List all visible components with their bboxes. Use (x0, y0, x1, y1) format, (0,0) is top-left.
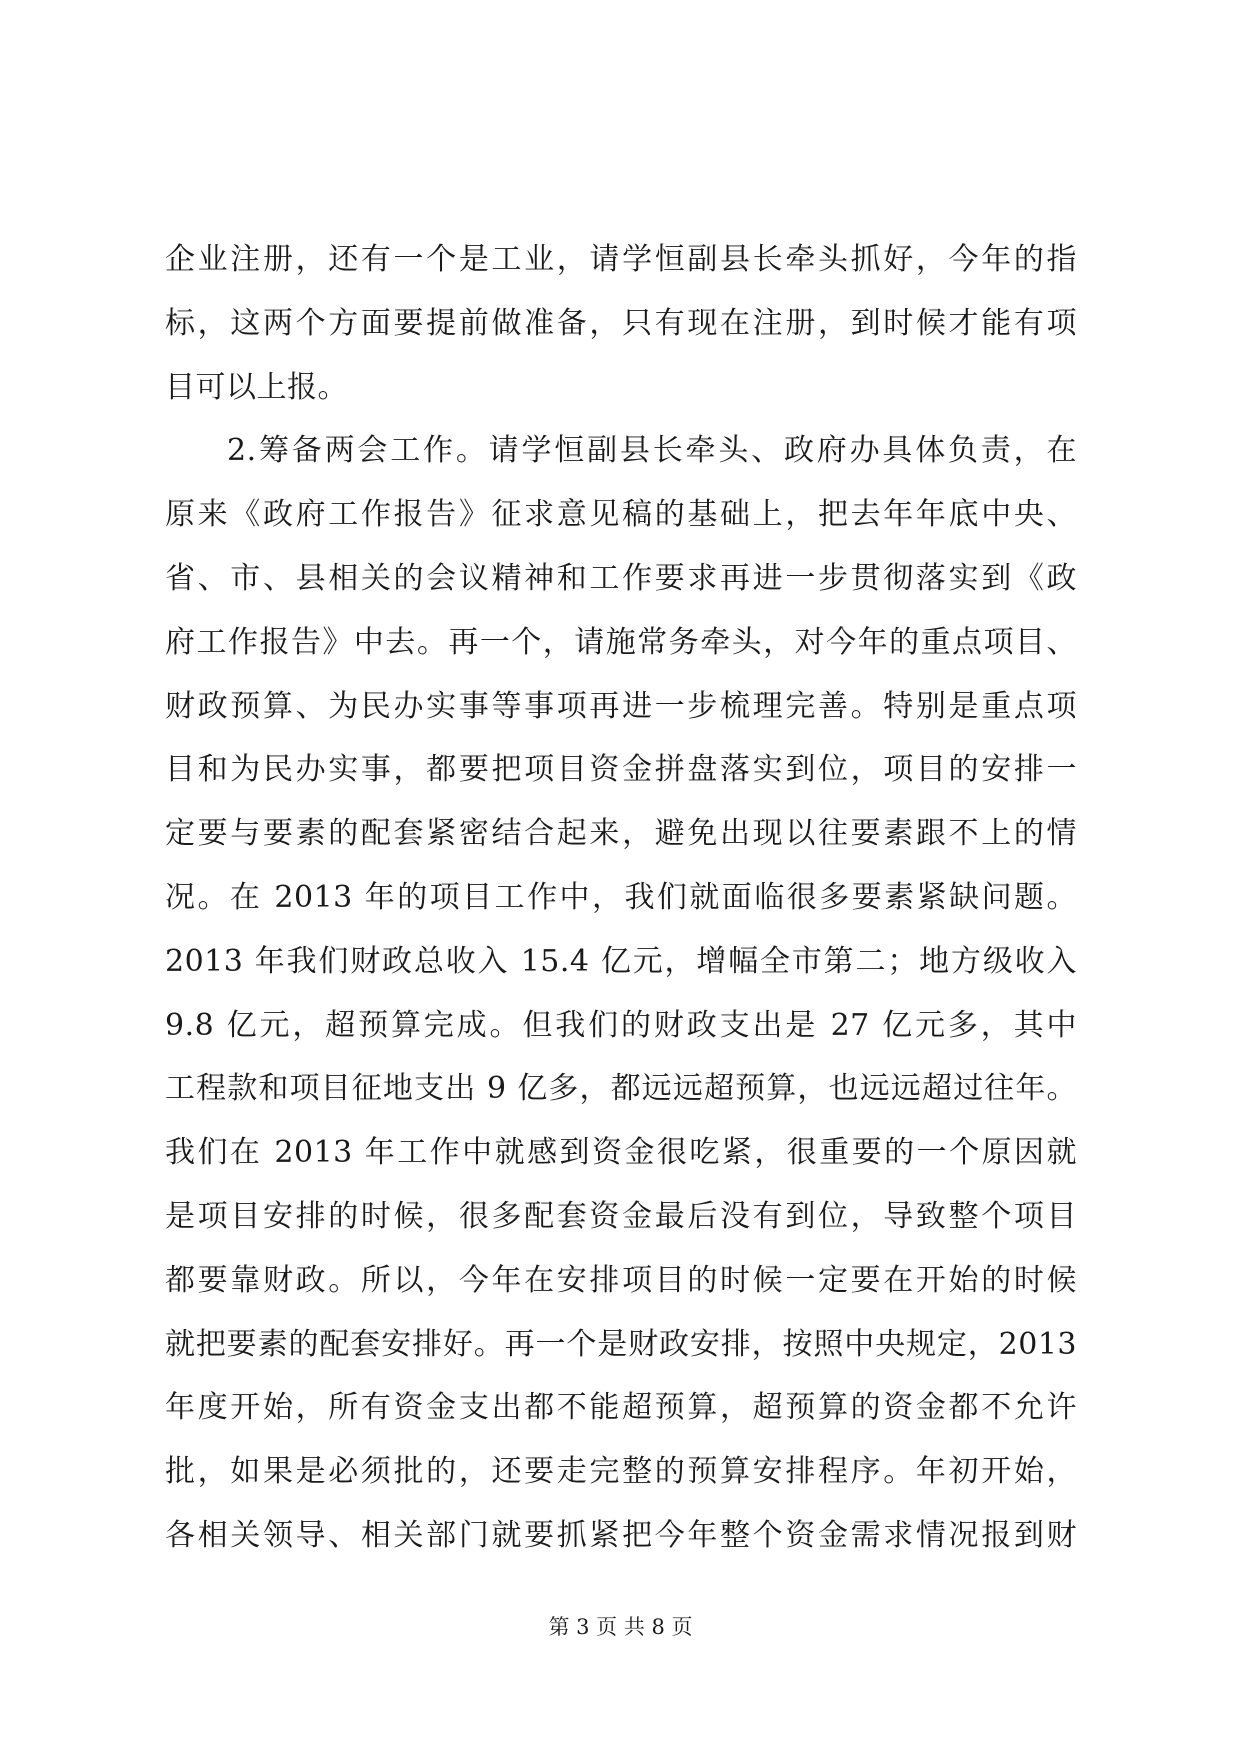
text-line: 2013 年我们财政总收入 15.4 亿元，增幅全市第二；地方级收入 (165, 943, 1077, 979)
text-line: 企业注册，还有一个是工业，请学恒副县长牵头抓好，今年的指 (165, 242, 1077, 277)
text-line: 都要靠财政。所以，今年在安排项目的时候一定要在开始的时候 (165, 1262, 1077, 1298)
text-line: 就把要素的配套安排好。再一个是财政安排，按照中央规定，2013 (165, 1326, 1077, 1362)
text-line: 定要与要素的配套紧密结合起来，避免出现以往要素跟不上的情 (165, 816, 1077, 852)
text-line: 2.筹备两会工作。请学恒副县长牵头、政府办具体负责，在 (227, 433, 1077, 469)
text-line: 标，这两个方面要提前做准备，只有现在注册，到时候才能有项 (165, 305, 1077, 341)
text-line: 目和为民办实事，都要把项目资金拼盘落实到位，项目的安排一 (165, 752, 1077, 788)
text-line: 年度开始，所有资金支出都不能超预算，超预算的资金都不允许 (165, 1390, 1077, 1426)
text-line: 是项目安排的时候，很多配套资金最后没有到位，导致整个项目 (165, 1198, 1077, 1234)
text-line: 我们在 2013 年工作中就感到资金很吃紧，很重要的一个原因就 (165, 1135, 1077, 1171)
text-line: 批，如果是必须批的，还要走完整的预算安排程序。年初开始， (165, 1454, 1077, 1490)
text-line: 财政预算、为民办实事等事项再进一步梳理完善。特别是重点项 (165, 688, 1077, 724)
text-line: 目可以上报。 (165, 369, 348, 405)
text-line: 况。在 2013 年的项目工作中，我们就面临很多要素紧缺问题。 (165, 879, 1077, 915)
text-line: 府工作报告》中去。再一个，请施常务牵头，对今年的重点项目、 (165, 624, 1077, 660)
text-line: 原来《政府工作报告》征求意见稿的基础上，把去年年底中央、 (165, 497, 1077, 533)
text-line: 各相关领导、相关部门就要抓紧把今年整个资金需求情况报到财 (165, 1517, 1077, 1553)
page-number-footer: 第 3 页 共 8 页 (548, 1615, 693, 1639)
text-line: 9.8 亿元，超预算完成。但我们的财政支出是 27 亿元多，其中 (165, 1007, 1077, 1043)
body-text (165, 228, 1077, 1568)
text-line: 省、市、县相关的会议精神和工作要求再进一步贯彻落实到《政 (165, 560, 1077, 596)
text-line: 工程款和项目征地支出 9 亿多，都远远超预算，也远远超过往年。 (165, 1071, 1077, 1107)
